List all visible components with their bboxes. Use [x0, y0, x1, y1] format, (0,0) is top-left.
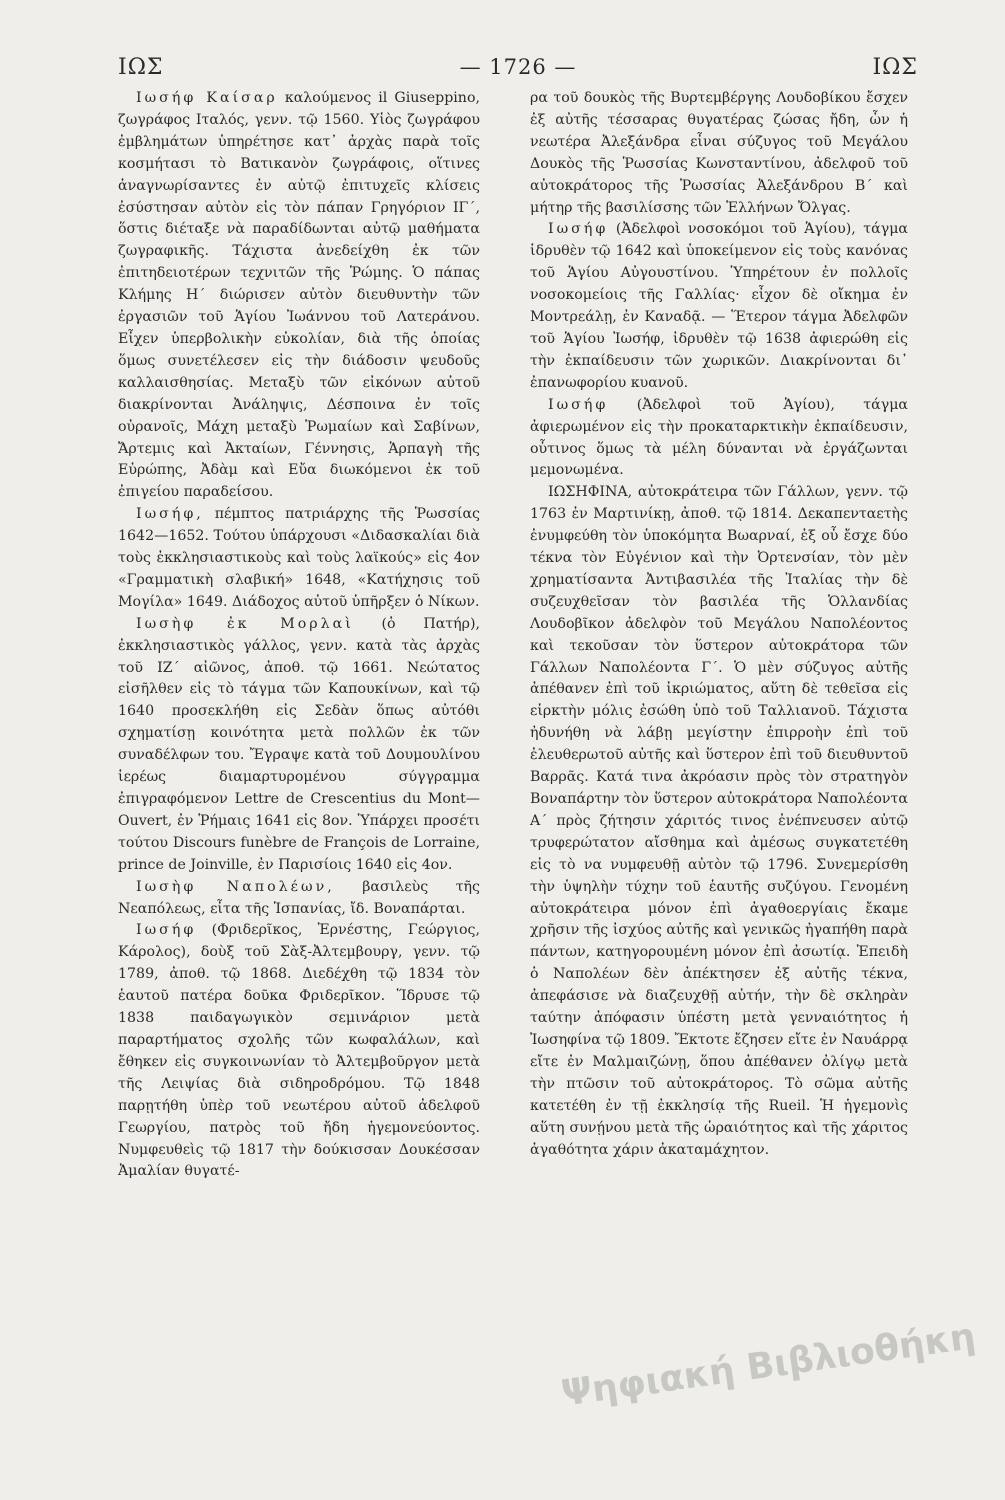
entry-body: καλούμενος il Giuseppino, ζωγράφος Ιταλός, γενν. τῷ 1560. Υἱὸς ζωγράφου ἐμβλημάτων ὑπηρέτησε κατ᾽ ἀρχὰς παρὰ τοῖς κοσμήτασι τὸ Βατικανὸν ζωγράφοις, οἵτινες ἀναγνωρίσαντες ἐν αὐτῷ ἐπιτυχεῖς κλίσεις ἐσύστησαν αὐτὸν εἰς τὸν πάπαν Γρηγόριον ΙΓ´, ὅστις διέταξε νὰ παραδίδωνται αὐτῷ μαθήματα ζωγραφικῆς. Τάχιστα ἀνεδείχθη ἐκ τῶν ἐπιτηδειοτέρων τεχνιτῶν τῆς Ῥώμης. Ὁ πάπας Κλήμης Η´ διώρισεν αὐτὸν διευθυντὴν τῶν ἐργασιῶν τοῦ Ἁγίου Ἰωάννου τοῦ Λατεράνου. Εἶχεν ὑπερβολικὴν εὐκολίαν, διὰ τῆς ὁποίας ὅμως συνετέλεσεν εἰς τὴν διάδοσιν ψευδοῦς καλλαισθησίας. Μεταξὺ τῶν εἰκόνων αὐτοῦ διακρίνονται Ἀνάληψις, Δέσποινα ἐν τοῖς οὐρανοῖς, Μάχη μεταξὺ Ῥωμαίων καὶ Σαβίνων, Ἄρτεμις καὶ Ἀκταίων, Γέννησις, Ἁρπαγὴ τῆς Εὐρώπης, Ἀδὰμ καὶ Εὔα διωκόμενοι ἐκ τοῦ ἐπιγείου παραδείσου. — [118, 90, 480, 501]
entry-head: Ιωσὴφ Ναπολέων, — [136, 878, 335, 895]
entry-head: Ιωσήφ Καίσαρ — [136, 90, 278, 106]
entry-head: Ιωσήφ, — [136, 506, 204, 523]
entry-body: (Φριδερῖκος, Ἐρνέστης, Γεώργιος, Κάρολος), δοὺξ τοῦ Σὰξ-Ἀλτεμβουργ, γενν. τῷ 1789, ἀποθ. τῷ 1868. Διεδέχθη τῷ 1834 τὸν ἑαυτοῦ πατέρα δοῦκα Φριδερῖκον. Ἵδρυσε τῷ 1838 παιδαγωγικὸν σεμινάριον μετὰ παραρτήματος σχολῆς τῶν κωφαλάλων, καὶ ἔθηκεν εἰς συγκοινωνίαν τὸ Ἀλτεμβοῦργον μετὰ τῆς Λειψίας διὰ σιδηροδρόμου. Τῷ 1848 παρῃτήθη ὑπὲρ τοῦ νεωτέρου αὐτοῦ ἀδελφοῦ Γεωργίου, πατρὸς τοῦ ἤδη ἡγεμονεύοντος. Νυμφευθεὶς τῷ 1817 τὴν δούκισσαν Δουκέσσαν Ἀμαλίαν θυγατέ- — [118, 922, 480, 1180]
entry-iosif-morlai — [118, 614, 480, 877]
entry-head: Ιωσήφ — [548, 396, 609, 413]
running-header — [118, 50, 918, 84]
entry-head: Ιωσήφ — [548, 221, 609, 238]
entry-body: αὐτοκράτειρα τῶν Γάλλων, γενν. τῷ 1763 ἐν Μαρτινίκῃ, ἀποθ. τῷ 1814. Δεκαπενταετὴς ἐνυμφεύθη τὸν ὑποκόμητα Βωαρναί, ἐξ οὗ ἔσχε δύο τέκνα τὸν Εὐγένιον καὶ τὴν Ὀρτενσίαν, τὸν μὲν χρηματίσαντα Ἀντιβασιλέα τῆς Ἰταλίας τὴν δὲ συζευχθεῖσαν τὸν βασιλέα τῆς Ὁλλανδίας Λουδοβῖκον ἀδελφὸν τοῦ Μεγάλου Ναπολέοντος καὶ τεκοῦσαν τὸν ὕστερον αὐτοκράτορα τῶν Γάλλων Ναπολέοντα Γ´. Ὁ μὲν σύζυγος αὐτῆς ἀπέθανεν ἐπὶ τοῦ ἰκριώματος, αὕτη δὲ τεθεῖσα εἰς εἱρκτὴν μόλις ἐσώθη ὑπὸ τοῦ Ταλλιανοῦ. Τάχιστα ἠδυνήθη νὰ λάβῃ μεγίστην ἐπιρροὴν ἐπὶ τοῦ ἐλευθερωτοῦ αὐτῆς καὶ ὕστερον ἐπὶ τοῦ διευθυντοῦ Βαρρᾶς. Κατά τινα ἀκρόασιν πρὸς τὸν στρατηγὸν Βοναπάρτην τὸν ὕστερον αὐτοκράτορα Ναπολέοντα Α´ πρὸς ζήτησιν χάριτός τινος ἐνέπνευσεν αὐτῷ τρυφερώτατον αἴσθημα καὶ ἀμέσως συγκατετέθη εἰς τὸ να νυμφευθῇ αὐτὸν τῷ 1796. Συνεμερίσθη τὴν ὑψηλὴν τύχην τοῦ ἑαυτῆς συζύγου. Γενομένη αὐτοκράτειρα μόνον ἐπὶ ἀγαθοεργίαις ἔκαμε χρῆσιν τῆς ἰσχύος αὐτῆς καὶ γενικῶς ἠγαπήθη παρὰ πάντων, κατηγορουμένη μόνον ἐπὶ ἀσωτίᾳ. Ἐπειδὴ ὁ Ναπολέων δὲν ἀπέκτησεν ἐξ αὐτῆς τέκνα, ἀπεφάσισε νὰ διαζευχθῇ αὐτήν, τὴν δὲ σκληρὰν ταύτην ἀπόφασιν ὑπέστη μετὰ γενναιότητος ἡ Ἰωσηφίνα τῷ 1809. Ἔκτοτε ἔζησεν εἴτε ἐν Ναυάρρᾳ εἴτε ἐν Μαλμαιζώνῃ, ὅπου ἀπέθανεν ὀλίγῳ μετὰ τὴν πτῶσιν τοῦ αὐτοκράτορος. Τὸ σῶμα αὐτῆς κατετέθη ἐν τῇ ἐκκλησίᾳ τῆς Rueil. Ἡ ἡγεμονὶς αὕτη συνῄνου μετὰ τῆς ὡραιότητος καὶ τῆς χάριτος ἀγαθότητα χάριν ἀκαταμάχητον. — [530, 484, 908, 1158]
entry-iosif-brothers-nursing — [530, 219, 908, 394]
entry-iosifina — [530, 482, 908, 1161]
right-column — [530, 88, 908, 1161]
entry-iosif-napoleon — [118, 877, 480, 921]
entry-continuation — [530, 88, 908, 219]
entry-iosif-saxe — [118, 920, 480, 1183]
entry-iosif-brothers — [530, 395, 908, 483]
entry-body: (ὁ Πατήρ), ἐκκλησιαστικὸς γάλλος, γενν. κατὰ τὰς ἀρχὰς τοῦ ΙΖ´ αἰῶνος, ἀποθ. τῷ 1661. Νεώτατος εἰσῆλθεν εἰς τὸ τάγμα τῶν Καπουκίνων, καὶ τῷ 1640 προσεκλήθη εἰς Σεδὰν ὅπως αὐτόθι σχηματίσῃ κοινότητα μετὰ πολλῶν ἐκ τῶν συναδέλφων του. Ἔγραψε κατὰ τοῦ Δουμουλίνου ἱερέως διαμαρτυρομένου σύγγραμμα ἐπιγραφόμενον Lettre de Crescentius du Mont—Ouvert, ἐν Ῥήμαις 1641 εἰς 8ον. Ὑπάρχει προσέτι τούτου Discours funèbre de François de Lorraine, prince de Joinville, ἐν Παρισίοις 1640 εἰς 4ον. — [118, 615, 481, 873]
page-number: — 1726 — — [459, 55, 577, 79]
library-watermark: Ψηφιακή Βιβλιοθήκη — [559, 1315, 978, 1415]
entry-body: πέμπτος πατριάρχης τῆς Ῥωσσίας 1642—1652. Τούτου ὑπάρχουσι «Διδασκαλίαι διὰ τοὺς ἐκκλησιαστικοὺς καὶ τοὺς λαϊκούς» εἰς 4ον «Γραμματικὴ σλαβική» 1648, «Κατήχησις τοῦ Μογίλα» 1649. Διάδοχος αὐτοῦ ὑπῆρξεν ὁ Νίκων. — [118, 506, 480, 610]
left-column — [118, 88, 480, 1183]
entry-iosif-patriarch — [118, 504, 480, 614]
running-head-right: ΙΩΣ — [872, 54, 918, 80]
entry-body: βασιλεὺς τῆς Νεαπόλεως, εἶτα τῆς Ἱσπανίας, ἴδ. Βοναπάρται. — [118, 878, 480, 917]
running-head-left: ΙΩΣ — [118, 54, 164, 80]
entry-iosif-kaisar — [118, 88, 480, 504]
entry-body: (Ἀδελφοὶ νοσοκόμοι τοῦ Ἁγίου), τάγμα ἱδρυθὲν τῷ 1642 καὶ ὑποκείμενον εἰς τοὺς κανόνας τοῦ Ἁγίου Αὐγουστίνου. Ὑπηρέτουν ἐν πολλοῖς νοσοκομείοις τῆς Γαλλίας· εἶχον δὲ οἴκημα ἐν Μοντρεάλῃ, ἐν Καναδᾷ. — Ἕτερον τάγμα Ἀδελφῶν τοῦ Ἁγίου Ἰωσήφ, ἱδρυθὲν τῷ 1638 ἀφιερώθη εἰς τὴν ἐκπαίδευσιν τῶν χωρικῶν. Διακρίνονται δι᾽ ἐπανωφορίου κυανοῦ. — [530, 221, 908, 391]
entry-head: Ιωσήφ — [136, 922, 197, 939]
entry-head: Ιωσὴφ ἐκ Μορλαὶ — [136, 615, 354, 632]
entry-head: ΙΩΣΗΦΙΝΑ, — [548, 484, 633, 501]
entry-body: (Ἀδελφοὶ τοῦ Ἁγίου), τάγμα ἀφιερωμένον εἰς τὴν προκαταρκτικὴν ἐκπαίδευσιν, οὗτινος ὅμως τὰ μέλη δύνανται νὰ ἐργάζωνται μεμονωμένα. — [530, 396, 908, 479]
entry-body: ρα τοῦ δουκὸς τῆς Βυρτεμβέργης Λουδοβίκου ἔσχεν ἐξ αὐτῆς τέσσαρας θυγατέρας ζώσας ἤδη, ὧν ἡ νεωτέρα Ἀλεξάνδρα εἶναι σύζυγος τοῦ Μεγάλου Δουκὸς τῆς Ῥωσσίας Κωνσταντίνου, ἀδελφοῦ τοῦ αὐτοκράτορος τῆς Ῥωσσίας Ἀλεξάνδρου Β´ καὶ μήτηρ τῆς βασιλίσσης τῶν Ἑλλήνων Ὄλγας. — [530, 90, 908, 216]
